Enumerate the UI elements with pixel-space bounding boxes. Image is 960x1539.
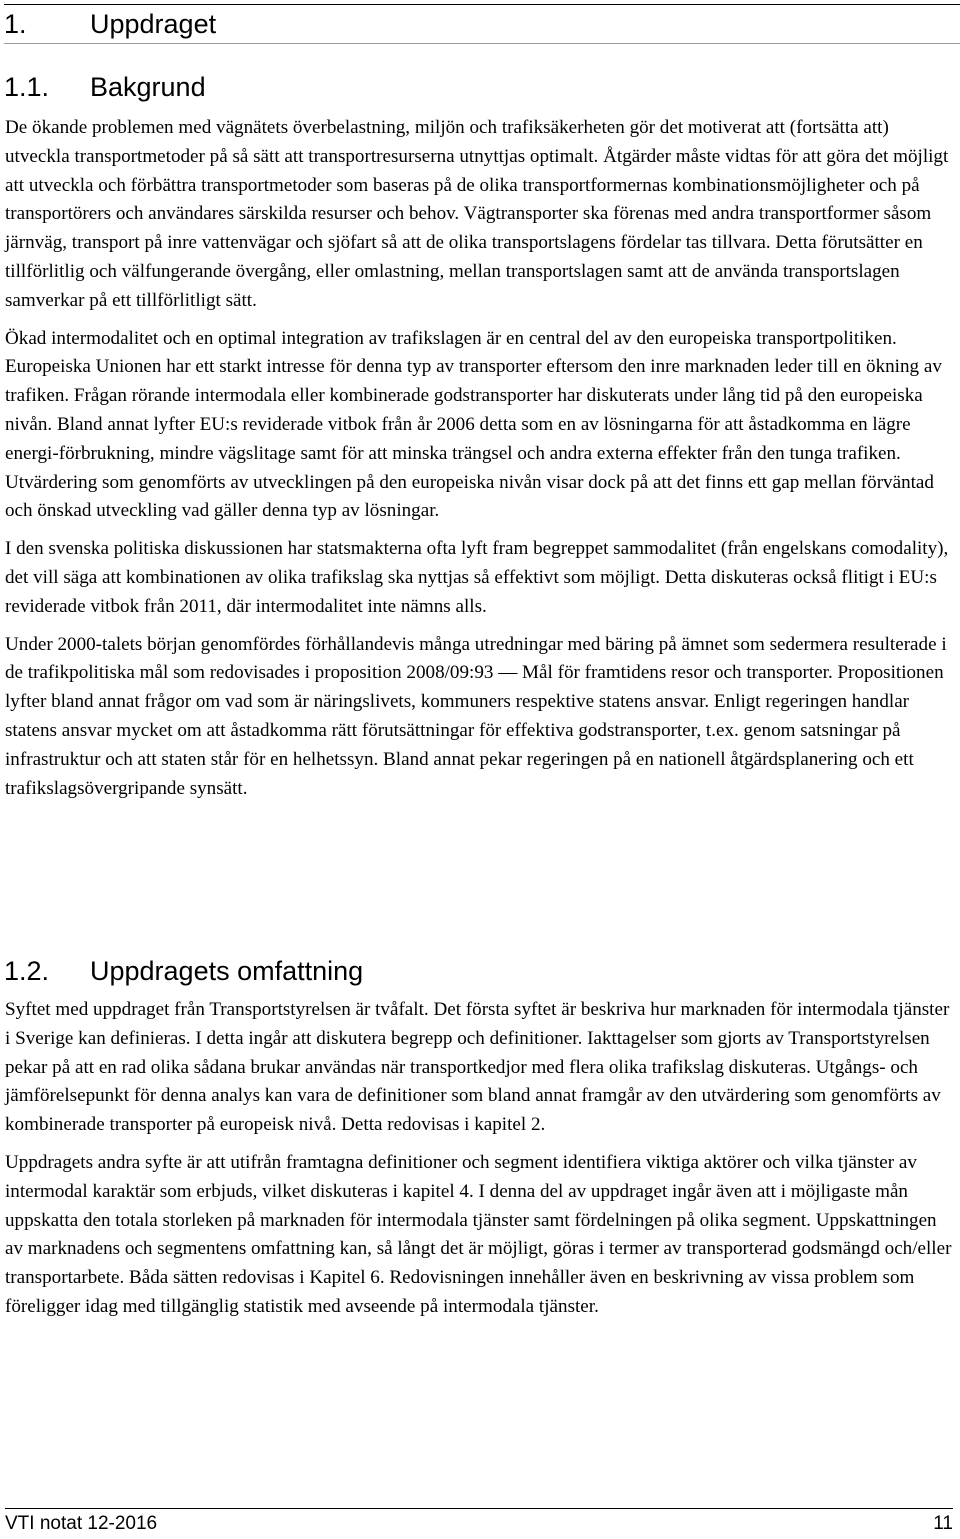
section-number: 1.1. xyxy=(4,72,50,102)
section-1-2-body xyxy=(5,996,958,1322)
paragraph: De ökande problemen med vägnätets överbelastning, miljön och trafiksäkerheten gör det motiverat att (fortsätta att) utveckla transportmetoder på så sätt att transportresurserna utnyttjas optimalt. Åtgärder måste vidtas för att göra det möjligt att utveckla och förbättra transportmetoder som baseras på de olika transportformernas kombinationsmöjligheter och på transportörers och användares särskilda resurser och behov. Vägtransporter ska förenas med andra transportformer såsom järnväg, transport på inre vattenvägar och sjöfart så att de olika transportslagens fördelar tas tillvara. Detta förutsätter en tillförlitlig och välfungerande övergång, eller omlastning, mellan transportslagen samt att de använda transportslagen samverkar på ett tillförlitligt sätt. xyxy=(5,117,949,311)
chapter-number: 1. xyxy=(4,9,27,39)
section-heading-1-1 xyxy=(4,70,206,104)
section-number: 1.2. xyxy=(4,956,50,986)
footer-report-id: VTI notat 12-2016 xyxy=(5,1513,158,1534)
paragraph: Syftet med uppdraget från Transportstyrelsen är tvåfalt. Det första syftet är beskriva hur marknaden för intermodala tjänster i Sverige kan definieras. I detta ingår att diskutera begrepp och definitioner. Iakttagelser som gjorts av Transportstyrelsen pekar på att en rad olika sådana brukar användas när transportkedjor med flera olika trafikslag diskuteras. Utgångs- och jämförelsepunkt för denna analys kan vara de definitioner som bland annat framgår av den utvärdering som genomförts av kombinerade transporter på europeisk nivå. Detta redovisas i kapitel 2. xyxy=(5,999,950,1136)
paragraph: Uppdragets andra syfte är att utifrån framtagna definitioner och segment identifiera viktiga aktörer och vilka tjänster av intermodal karaktär som erbjuds, vilket diskuteras i kapitel 4. I denna del av uppdraget ingår även att i möjligaste mån uppskatta den totala storleken på marknaden för intermodala tjänster samt fördelningen på olika segment. Uppskattningen av marknadens och segmentens omfattning kan, så långt det är möjligt, göras i termer av transporterad godsmängd och/eller transportarbete. Båda sätten redovisas i Kapitel 6. Redovisningen innehåller även en beskrivning av vissa problem som föreligger idag med tillgänglig statistik med avseende på intermodala tjänster. xyxy=(5,1151,952,1317)
section-title: Uppdragets omfattning xyxy=(90,956,364,986)
page-number: 11 xyxy=(933,1513,953,1534)
chapter-title: Uppdraget xyxy=(90,9,217,39)
section-1-1-body xyxy=(5,114,958,803)
section-title: Bakgrund xyxy=(90,72,206,102)
chapter-heading xyxy=(4,4,960,44)
paragraph: Under 2000-talets början genomfördes förhållandevis många utredningar med bäring på ämnet som sedermera resulterade i de trafikpolitiska mål som redovisades i proposition 2008/09:93 — Mål för framtidens resor och transporter. Propositionen lyfter bland annat frågor om vad som är näringslivets, kommuners respektive statens ansvar. Enligt regeringen handlar statens ansvar mycket om att åstadkomma rätt förutsättningar för effektiva godstransporter, t.ex. genom satsningar på infrastruktur och att staten står för en helhetssyn. Bland annat pekar regeringen på en nationell åtgärdsplanering och ett trafikslagsövergripande synsätt. xyxy=(5,633,947,799)
paragraph: I den svenska politiska diskussionen har statsmakterna ofta lyft fram begreppet sammodalitet (från engelskans comodality), det vill säga att kombinationen av olika trafikslag ska nyttjas så effektivt som möjligt. Detta diskuteras också flitigt i EU:s reviderade vitbok från 2011, där intermodalitet inte nämns alls. xyxy=(5,538,949,617)
page-footer xyxy=(5,1508,953,1534)
paragraph: Ökad intermodalitet och en optimal integration av trafikslagen är en central del av den europeiska transportpolitiken. Europeiska Unionen har ett starkt intresse för denna typ av transporter eftersom den inre marknaden leder till en ökning av trafiken. Frågan rörande intermodala eller kombinerade godstransporter har diskuterats under lång tid på den europeiska nivån. Bland annat lyfter EU:s reviderade vitbok från år 2006 detta som en av lösningarna för att åstadkomma en lägre energi-förbrukning, mindre vägslitage samt för att minska trängsel och andra externa effekter från den tunga trafiken. Utvärdering som genomförts av utvecklingen på den europeiska nivån visar dock på att det finns ett gap mellan förväntad och önskad utveckling vad gäller denna typ av lösningar. xyxy=(5,327,942,522)
section-heading-1-2 xyxy=(4,954,363,988)
